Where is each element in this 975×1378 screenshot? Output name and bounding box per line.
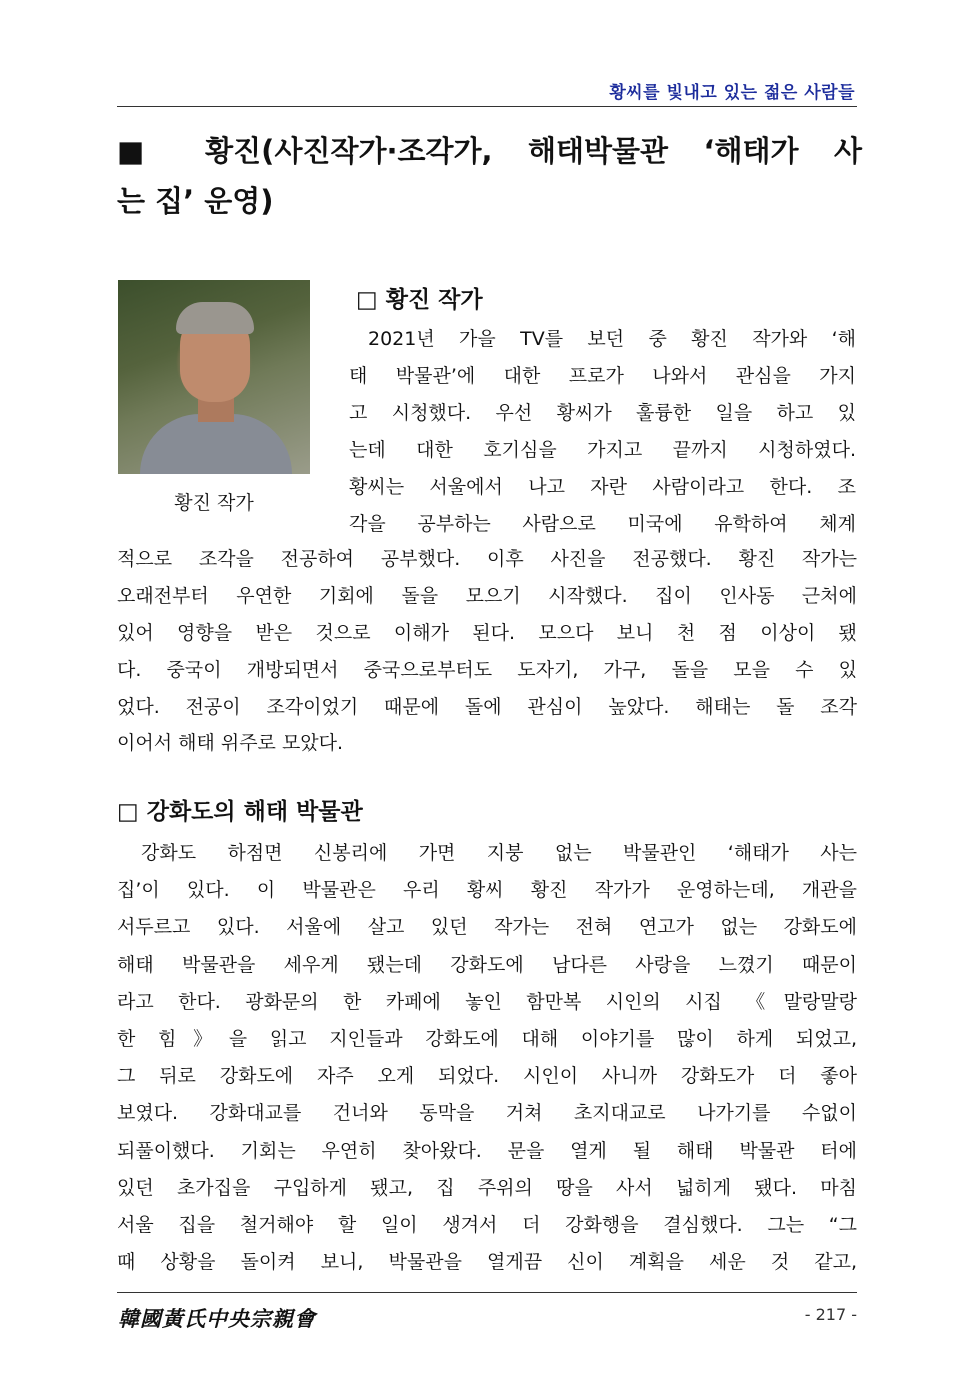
section-heading-artist: □ 황진 작가 bbox=[356, 287, 483, 313]
body-text-line: 태 박물관’에 대한 프로가 나와서 관심을 가지 bbox=[349, 365, 856, 387]
body-text-line: 었다. 전공이 조각이었기 때문에 돌에 관심이 높았다. 해태는 돌 조각 bbox=[117, 696, 857, 718]
section-heading-museum: □ 강화도의 해태 박물관 bbox=[117, 799, 363, 825]
body-text-line: 그 뒤로 강화도에 자주 오게 되었다. 시인이 사니까 강화도가 더 좋아 bbox=[117, 1065, 857, 1087]
body-text-line: 다. 중국이 개방되면서 중국으로부터도 도자기, 가구, 돌을 모을 수 있 bbox=[117, 659, 857, 681]
article-title-line-1: ■ 황진(사진작가·조각가, 해태박물관 ‘해태가 사 bbox=[117, 134, 862, 168]
photo-shirt bbox=[140, 414, 292, 474]
body-text-line: 있어 영향을 받은 것으로 이해가 된다. 모으다 보니 천 점 이상이 됐 bbox=[117, 622, 857, 644]
body-text-line: 서울 집을 철거해야 할 일이 생겨서 더 강화행을 결심했다. 그는 “그 bbox=[117, 1214, 857, 1236]
page-number: - 217 - bbox=[804, 1305, 857, 1324]
body-text-line: 있던 초가집을 구입하게 됐고, 집 주위의 땅을 사서 넓히게 됐다. 마침 bbox=[117, 1177, 857, 1199]
portrait-photo bbox=[118, 280, 310, 474]
photo-caption: 황진 작가 bbox=[174, 492, 254, 514]
footer-logo: 韓國黃氏中央宗親會 bbox=[118, 1306, 316, 1331]
body-text-line: 되풀이했다. 기회는 우연히 찾아왔다. 문을 열게 될 해태 박물관 터에 bbox=[117, 1140, 857, 1162]
body-text-line: 집’이 있다. 이 박물관은 우리 황씨 황진 작가가 운영하는데, 개관을 bbox=[117, 879, 857, 901]
body-text-line: 보였다. 강화대교를 건너와 동막을 거쳐 초지대교로 나가기를 수없이 bbox=[117, 1102, 857, 1124]
body-text-line: 고 시청했다. 우선 황씨가 훌륭한 일을 하고 있 bbox=[349, 402, 856, 424]
photo-hair bbox=[176, 302, 254, 334]
body-text-line: 2021년 가을 TV를 보던 중 황진 작가와 ‘해 bbox=[368, 328, 856, 350]
footer-rule bbox=[117, 1292, 857, 1293]
body-text-line: 이어서 해태 위주로 모았다. bbox=[117, 732, 344, 754]
body-text-line: 오래전부터 우연한 기회에 돌을 모으기 시작했다. 집이 인사동 근처에 bbox=[117, 585, 857, 607]
body-text-line: 해태 박물관을 세우게 됐는데 강화도에 남다른 사랑을 느꼈기 때문이 bbox=[117, 954, 857, 976]
running-header-title: 황씨를 빛내고 있는 젊은 사람들 bbox=[609, 83, 855, 103]
body-text-line: 서두르고 있다. 서울에 살고 있던 작가는 전혀 연고가 없는 강화도에 bbox=[117, 916, 857, 938]
body-text-line: 황씨는 서울에서 나고 자란 사람이라고 한다. 조 bbox=[349, 476, 856, 498]
body-text-line: 는데 대한 호기심을 가지고 끝까지 시청하였다. bbox=[349, 439, 856, 461]
body-text-line: 각을 공부하는 사람으로 미국에 유학하여 체계 bbox=[349, 513, 856, 535]
body-text-line: 강화도 하점면 신봉리에 가면 지붕 없는 박물관인 ‘해태가 사는 bbox=[141, 842, 857, 864]
article-title-line-2: 는 집’ 운영) bbox=[117, 184, 274, 218]
running-header bbox=[117, 74, 857, 107]
article-title bbox=[117, 126, 862, 226]
body-text-line: 때 상황을 돌이켜 보니, 박물관을 열게끔 신이 계획을 세운 것 같고, bbox=[117, 1251, 857, 1273]
body-text-line: 적으로 조각을 전공하여 공부했다. 이후 사진을 전공했다. 황진 작가는 bbox=[117, 548, 857, 570]
body-text-line: 한 힘》을 읽고 지인들과 강화도에 대해 이야기를 많이 하게 되었고, bbox=[117, 1028, 857, 1050]
body-text-line: 라고 한다. 광화문의 한 카페에 놓인 함만복 시인의 시집 《말랑말랑 bbox=[117, 991, 857, 1013]
